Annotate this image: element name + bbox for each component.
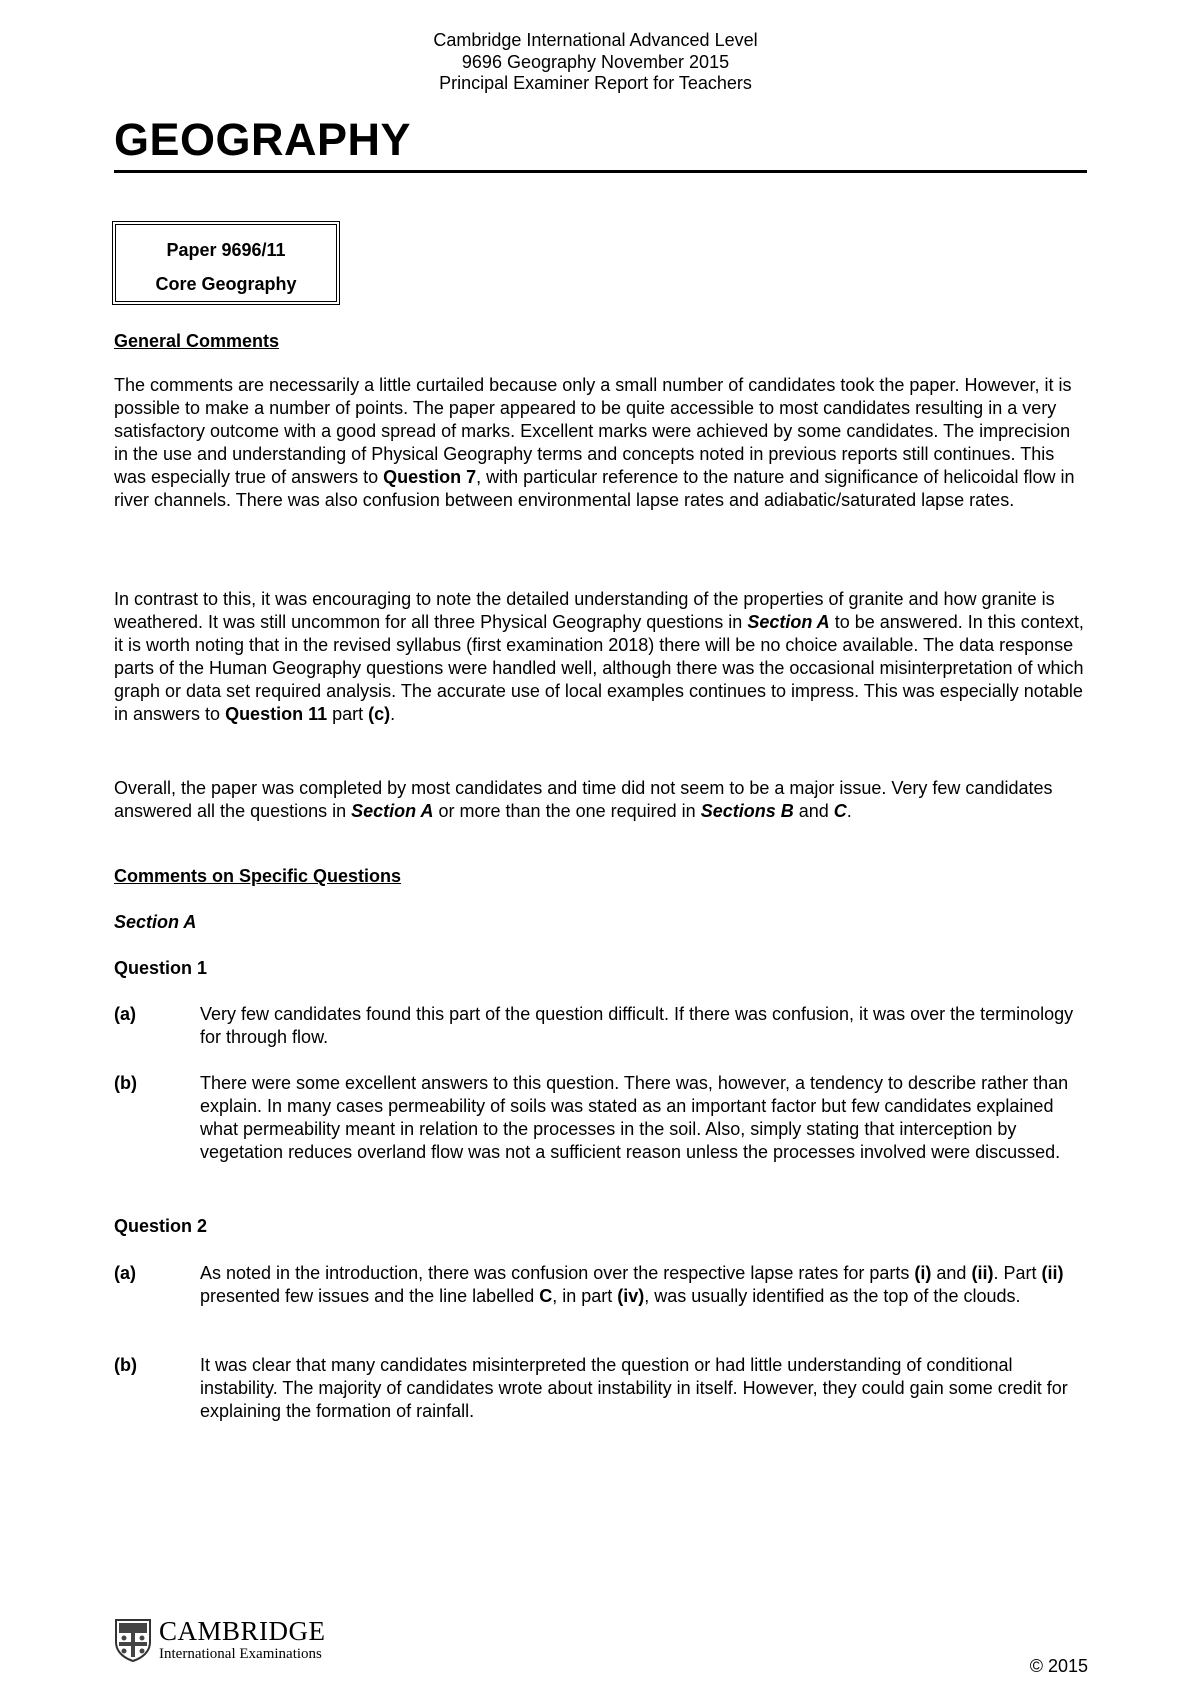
p2-section-ref: Section A	[747, 612, 830, 632]
general-comments-heading: General Comments	[114, 331, 280, 351]
general-paragraph-1	[114, 374, 1089, 512]
paper-name: Core Geography	[155, 274, 297, 294]
specific-comments-heading: Comments on Specific Questions	[114, 866, 402, 886]
part-text: Very few candidates found this part of the question difficult. If there was confusion, it was over the terminology for through flow.	[200, 1004, 1074, 1047]
part-text: As noted in the introduction, there was confusion over the respective lapse rates for parts (i) and (ii). Part (ii) presented few issues and the line labelled C, in part (iv), was usually identified as the top of the clouds.	[200, 1263, 1064, 1306]
part-label: (a)	[114, 1263, 136, 1283]
logo-subtitle: International Examinations	[159, 1646, 322, 1662]
cambridge-logo	[114, 1618, 326, 1662]
part-label: (b)	[114, 1073, 137, 1093]
shield-icon	[114, 1618, 152, 1662]
p3-text-a: Overall, the paper was completed by most candidates and time did not seem to be a major issue. Very few candidates answered all the questions in	[114, 778, 1053, 821]
p2-part-ref: (c)	[368, 704, 391, 724]
p2-question-ref: Question 11	[225, 704, 328, 724]
p1-question-ref: Question 7	[383, 467, 477, 487]
section-a-heading: Section A	[114, 912, 197, 932]
title-divider	[114, 170, 1087, 173]
paper-box	[112, 221, 340, 305]
p3-sections-ref: Sections B	[700, 801, 794, 821]
page-title: GEOGRAPHY	[114, 114, 412, 165]
general-paragraph-2	[114, 588, 1089, 726]
p2-text-g: .	[390, 704, 396, 724]
p3-section-c-ref: C	[833, 801, 847, 821]
header-line-2: 9696 Geography November 2015	[461, 51, 730, 72]
question-2-heading: Question 2	[114, 1216, 208, 1236]
report-header	[0, 30, 1191, 95]
header-line-1: Cambridge International Advanced Level	[433, 30, 758, 50]
p3-section-ref: Section A	[351, 801, 434, 821]
header-line-3: Principal Examiner Report for Teachers	[439, 73, 752, 93]
logo-wordmark: CAMBRIDGE	[159, 1616, 326, 1646]
part-label: (b)	[114, 1355, 137, 1375]
part-label: (a)	[114, 1004, 136, 1024]
p3-text-e: and	[793, 801, 834, 821]
p2-text-e: part	[327, 704, 369, 724]
question-1-heading: Question 1	[114, 958, 208, 978]
paper-number: Paper 9696/11	[166, 240, 286, 260]
general-paragraph-3	[114, 777, 1089, 823]
part-text: There were some excellent answers to this question. There was, however, a tendency to describe rather than explain. In many cases permeability of soils was stated as an important factor but few candidates explained what permeability meant in relation to the processes in the soil. Also, simply stating that interception by vegetation reduces overland flow was not a sufficient reason unless the processes involved were discussed.	[200, 1073, 1069, 1162]
p3-text-g: .	[846, 801, 852, 821]
p2-text-c: to be answered. In this context, it is worth noting that in the revised syllabus (first examination 2018) there will be no choice available. The data response parts of the Human Geography questions were handled well, although there was the occasional misinterpretation of which graph or data set required analysis. The accurate use of local examples continues to impress. This was especially notable in answers to	[114, 612, 1084, 724]
copyright: © 2015	[1029, 1656, 1088, 1676]
p3-text-c: or more than the one required in	[433, 801, 701, 821]
p1-text-a: The comments are necessarily a little curtailed because only a small number of candidates took the paper. However, it is possible to make a number of points. The paper appeared to be quite accessible to most candidates resulting in a very satisfactory outcome with a good spread of marks. Excellent marks were achieved by some candidates. The imprecision in the use and understanding of Physical Geography terms and concepts noted in previous reports still continues. This was especially true of answers to	[114, 375, 1072, 487]
p1-text-c: , with particular reference to the nature and significance of helicoidal flow in river channels. There was also confusion between environmental lapse rates and adiabatic/saturated lapse rates.	[114, 467, 1075, 510]
p2-text-a: In contrast to this, it was encouraging to note the detailed understanding of the properties of granite and how granite is weathered. It was still uncommon for all three Physical Geography questions in	[114, 589, 1055, 632]
part-text: It was clear that many candidates misinterpreted the question or had little understanding of conditional instability. The majority of candidates wrote about instability in itself. However, they could gain some credit for explaining the formation of rainfall.	[200, 1355, 1068, 1421]
